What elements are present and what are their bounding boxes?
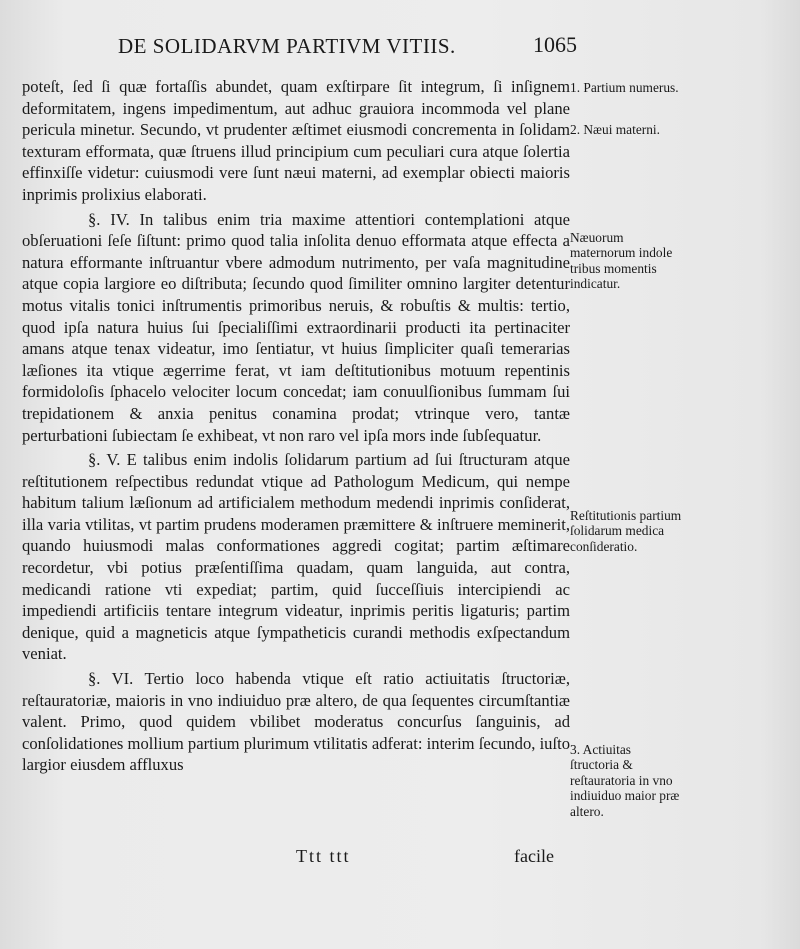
paragraph-text: poteſt, ſed ſi quæ fortaſſis abundet, quam exſtirpare ſit integrum, ſi inſignem deformitatem, ingens impedimentum, aut adhuc grauiora incommoda vel plane pericula minetur. Secundo, vt prudenter æſtimet eiusmodi concrementa in ſolidam texturam efformata, quæ ſtruens illud principium cum peculiari cura atque ſolertia effinxiſſe videtur: cuiusmodi vere ſunt næui materni, ad exemplar obiecti maioris inprimis prolixius elaborati.: [22, 77, 570, 204]
paragraph-text: Tertio loco habenda vtique eſt ratio actiuitatis ſtructoriæ, reſtauratoriæ, maioris in vno indiuiduo præ altero, de qua ſequentes circumſtantiæ valent. Primo, quod quidem vbilibet moderatus concurſus ſanguinis, ad conſolidationes mollium partium plurimum vtilitatis adferat: interim ſecundo, iuſto largior eiusdem affluxus: [22, 669, 571, 775]
main-text-block: [22, 76, 570, 776]
running-head: DE SOLIDARVM PARTIVM VITIIS.: [118, 34, 456, 58]
paragraph-continuation: [22, 76, 570, 206]
section-number: §. VI.: [88, 669, 134, 689]
signature-mark: Ttt ttt: [296, 846, 351, 866]
margin-note-partium-numerus: 1. Partium numerus.: [570, 80, 679, 95]
paragraph-text: E talibus enim indolis ſolidarum partium ad ſui ſtructuram atque reſtitutionem reſpectibus redundat vtique ad Pathologum Medicum, qui nempe habitum talium læſionum ad artificialem methodum medendi inprimis conſiderat, illa varia vtilitas, vt partim prudens moderamen præmittere & inſtruere meminerit, quando huiusmodi malas conformationes aggredi cogitat; partim æſtimare recordetur, vbi potius præſentiſſima quadam, quam languida, aut contra, medicandi ratione vti expediat; partim, quid ſucceſſiuis intercipiendi ac impediendi artificiis tentare integrum videatur, inprimis peritis ligaturis; partim denique, quid a magneticis atque ſympatheticis curandi methodis exſpectandum veniat.: [22, 450, 570, 664]
margin-note-restitutionis: Reſtitutionis partium ſolidarum medica conſideratio.: [570, 508, 682, 554]
section-number: §. IV.: [88, 209, 130, 229]
margin-note-actiuitas: 3. Actiuitas ſtructoria & reſtauratoria in vno indiuiduo maior præ altero.: [570, 742, 680, 819]
paragraph-section-6: [22, 668, 570, 776]
page-header: [0, 30, 800, 64]
page-number: 1065: [533, 32, 577, 57]
catchword: facile: [514, 846, 554, 866]
page-edge-shadow: [760, 0, 800, 949]
paragraph-section-5: [22, 449, 570, 665]
margin-note-naevi-materni: 2. Næui materni.: [570, 122, 661, 137]
paragraph-section-4: [22, 209, 570, 447]
margin-note-naevorum-indole: Næuorum maternorum indole tribus momentis indicatur.: [570, 230, 673, 292]
paragraph-text: In talibus enim tria maxime attentiori contemplationi atque obſeruationi ſeſe ſiſtunt: primo quod talia inſolita denuo efformata atque effecta a natura efformante inſtruantur vbere admodum nutrimento, per vaſa magnitudine atque copia largiore eo diſtributa; ſecundo quod ſimiliter omnino largiter detentur motus vitalis tonici inſtrumentis primoribus neruis, & robuſtis & multis: tertio, quod ipſa natura huius ſui ſpecialiſſimi extraordinarii producti ita pertinaciter amans atque tenax videatur, imo ſentiatur, vt huius ſimpliciter quaſi temerarias læſiones ita vtique ægerrime ferat, vt iam deſtitutionibus motuum repentinis formidoloſis ſphacelo velociter locum concedat; iam conuulſionibus ſummam ſui trepidationem & anxia penitus conamina prodat; vtrinque vero, tantæ perturbationi ſubiectam ſe exhibeat, vt non raro vel ipſa mors inde ſubſequatur.: [22, 209, 570, 445]
section-number: §. V.: [88, 450, 121, 470]
page-footer: [0, 844, 800, 874]
